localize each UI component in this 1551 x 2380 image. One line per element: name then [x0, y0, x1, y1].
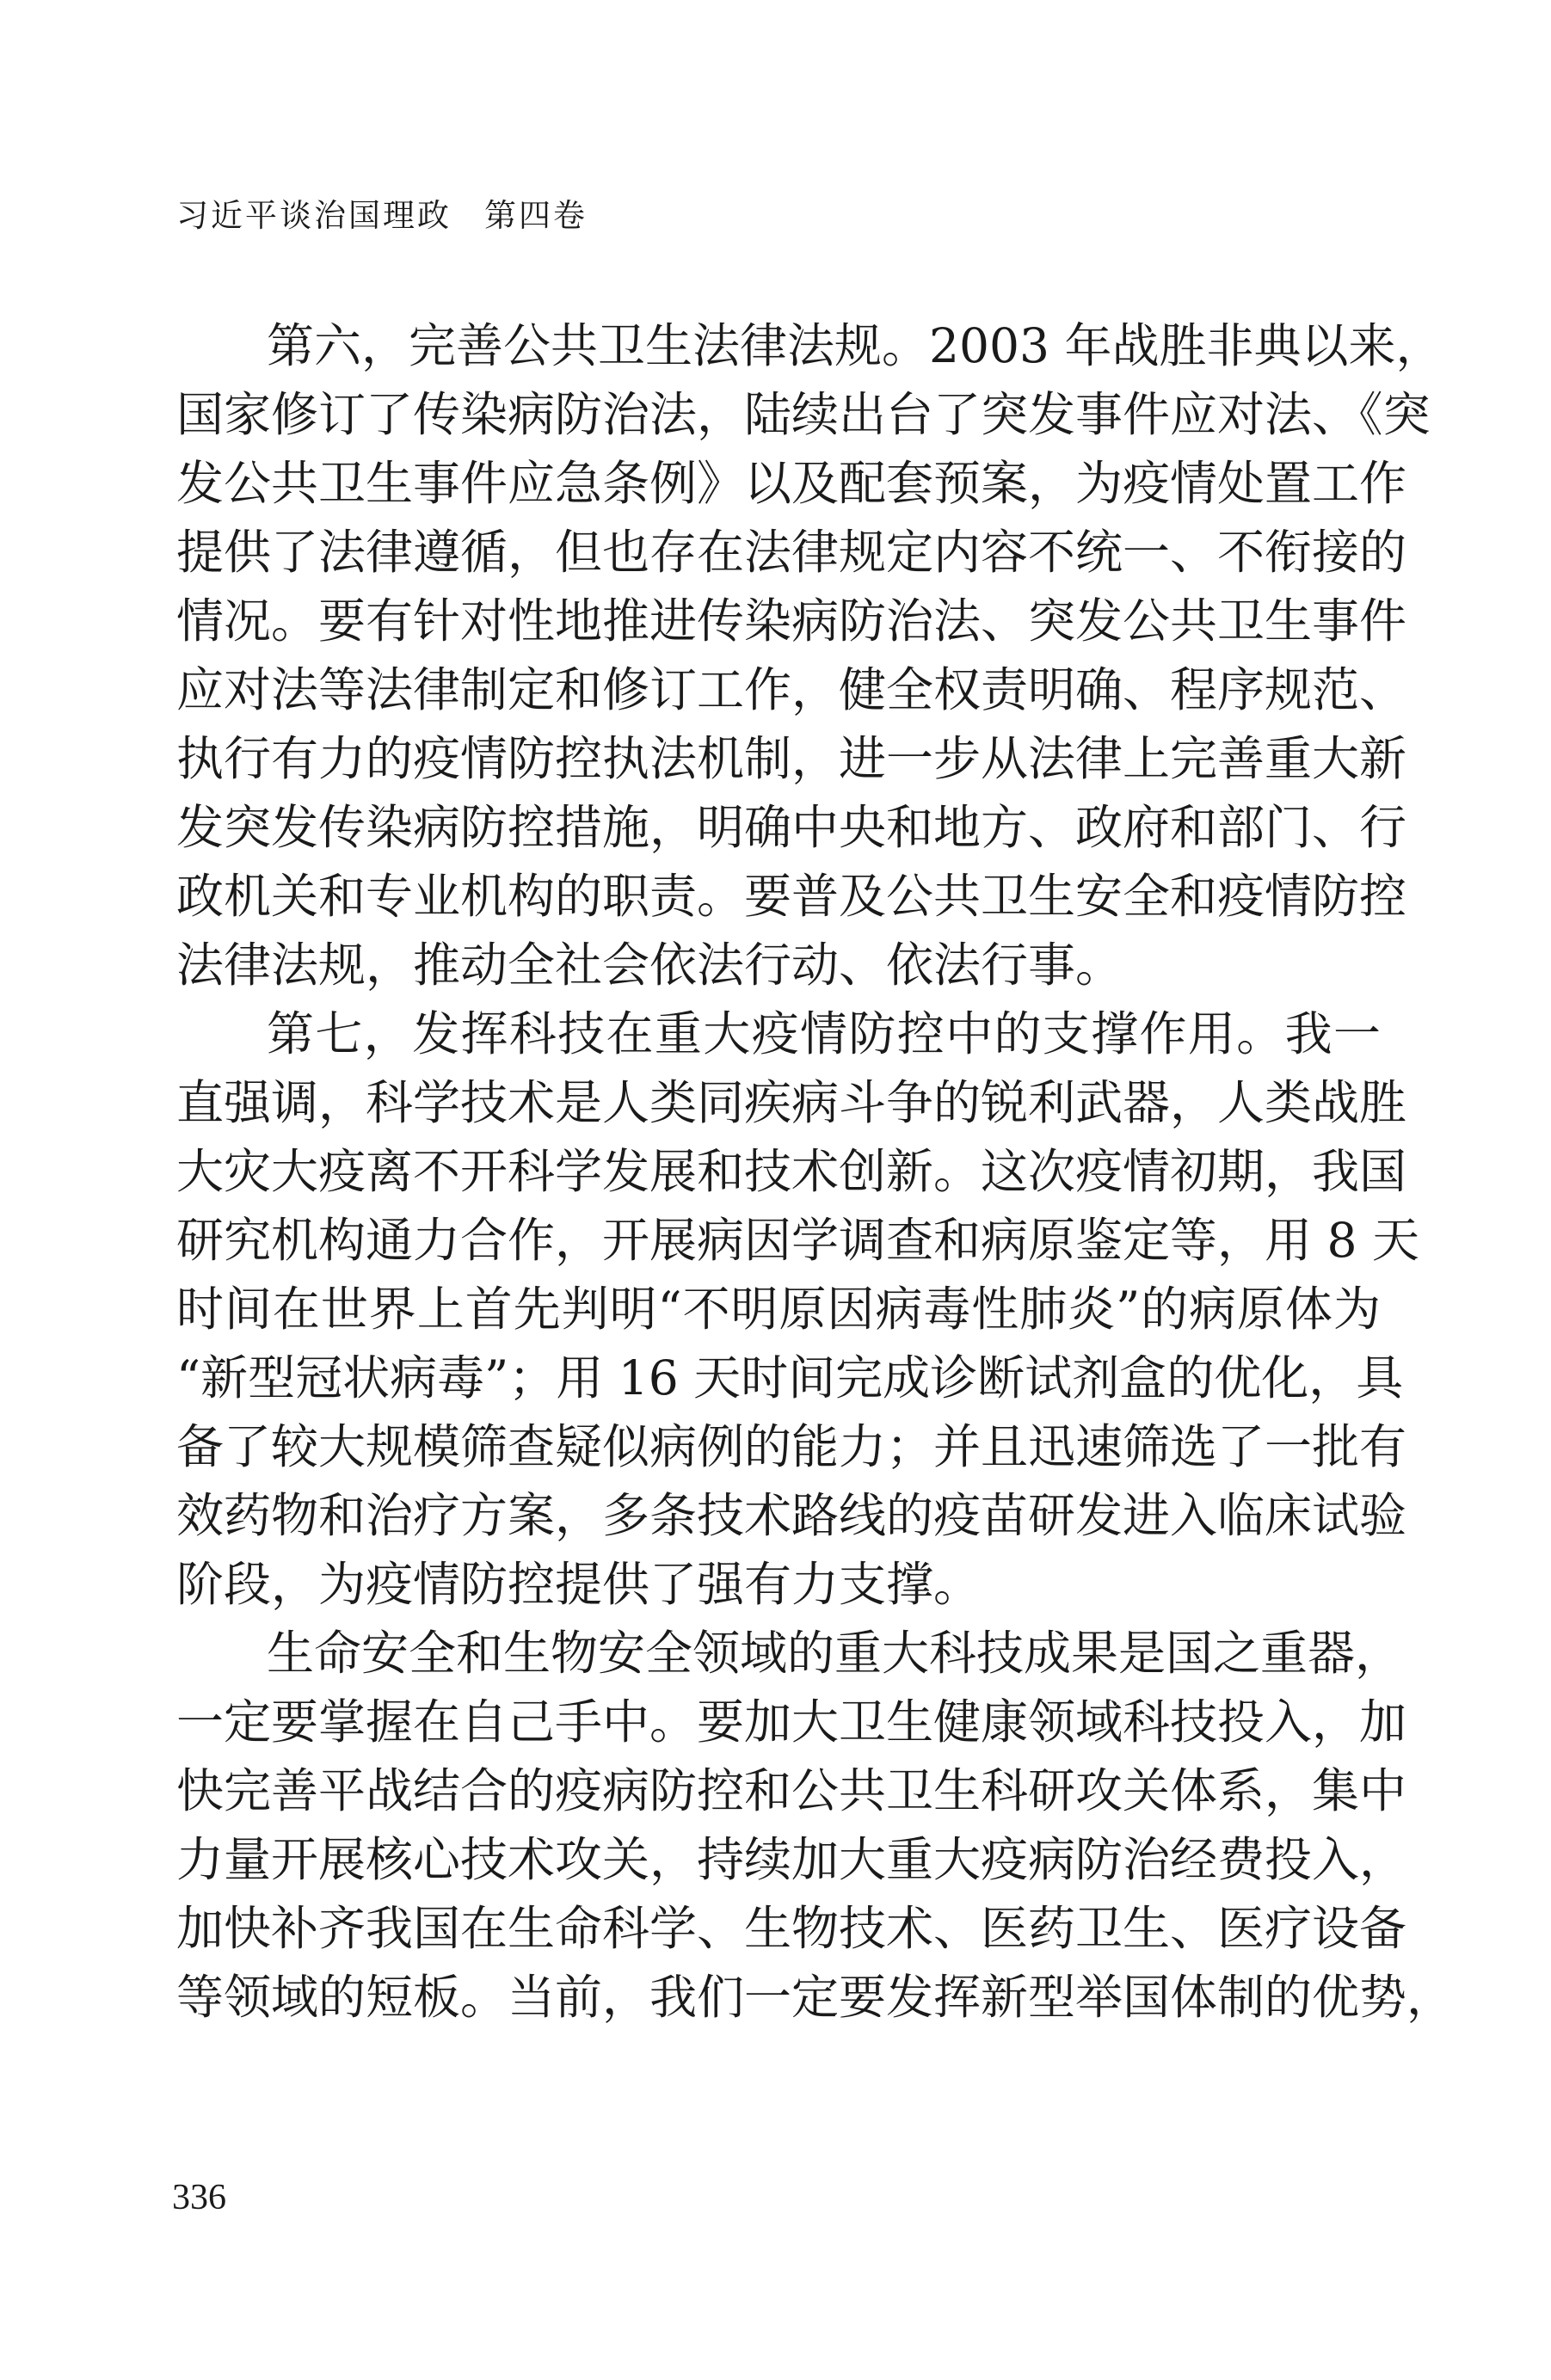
paragraph	[176, 311, 1443, 999]
text-line: 情况。要有针对性地推进传染病防治法、突发公共卫生事件	[176, 593, 1407, 649]
text-line: 提供了法律遵循，但也存在法律规定内容不统一、不衔接的	[176, 525, 1407, 580]
text-line: 备了较大规模筛查疑似病例的能力；并且迅速筛选了一批有	[176, 1419, 1407, 1474]
page-number: 336	[172, 2178, 226, 2217]
text-line: 第六，完善公共卫生法律法规。2003 年战胜非典以来，	[267, 318, 1443, 373]
text-line: 效药物和治疗方案，多条技术路线的疫苗研发进入临床试验	[176, 1488, 1407, 1543]
book-title: 习近平谈治国理政	[176, 197, 452, 234]
paragraph	[176, 1619, 1455, 2032]
text-line: 法律法规，推动全社会依法行动、依法行事。	[176, 938, 1123, 993]
text-line: 时间在世界上首先判明“不明原因病毒性肺炎”的病原体为	[176, 1282, 1381, 1337]
text-line: 加快补齐我国在生命科学、生物技术、医药卫生、医疗设备	[176, 1901, 1407, 1956]
paragraph	[176, 999, 1419, 1619]
text-line: 等领域的短板。当前，我们一定要发挥新型举国体制的优势，	[176, 1970, 1455, 2025]
text-line: 阶段，为疫情防控提供了强有力支撑。	[176, 1557, 982, 1612]
text-line: 一定要掌握在自己手中。要加大卫生健康领域科技投入，加	[176, 1694, 1407, 1750]
text-line: 第七，发挥科技在重大疫情防控中的支撑作用。我一	[267, 1006, 1381, 1061]
text-line: 快完善平战结合的疫病防控和公共卫生科研攻关体系，集中	[176, 1763, 1407, 1818]
volume-label: 第四卷	[484, 197, 588, 234]
body-text	[176, 311, 1455, 2032]
text-line: 发公共卫生事件应急条例》以及配套预案，为疫情处置工作	[176, 456, 1407, 511]
text-line: 应对法等法律制定和修订工作，健全权责明确、程序规范、	[176, 662, 1407, 717]
text-line: 研究机构通力合作，开展病因学调查和病原鉴定等，用 8 天	[176, 1213, 1419, 1268]
text-line: 国家修订了传染病防治法，陆续出台了突发事件应对法、《突	[176, 387, 1431, 442]
text-line: 发突发传染病防控措施，明确中央和地方、政府和部门、行	[176, 800, 1407, 855]
text-line: “新型冠状病毒”；用 16 天时间完成诊断试剂盒的优化，具	[176, 1350, 1404, 1405]
running-header	[176, 197, 588, 234]
text-line: 政机关和专业机构的职责。要普及公共卫生安全和疫情防控	[176, 869, 1407, 924]
text-line: 直强调，科学技术是人类同疾病斗争的锐利武器，人类战胜	[176, 1075, 1407, 1130]
text-line: 生命安全和生物安全领域的重大科技成果是国之重器，	[267, 1626, 1403, 1681]
text-line: 力量开展核心技术攻关，持续加大重大疫病防治经费投入，	[176, 1832, 1407, 1887]
text-line: 大灾大疫离不开科学发展和技术创新。这次疫情初期，我国	[176, 1144, 1407, 1199]
text-line: 执行有力的疫情防控执法机制，进一步从法律上完善重大新	[176, 731, 1407, 786]
